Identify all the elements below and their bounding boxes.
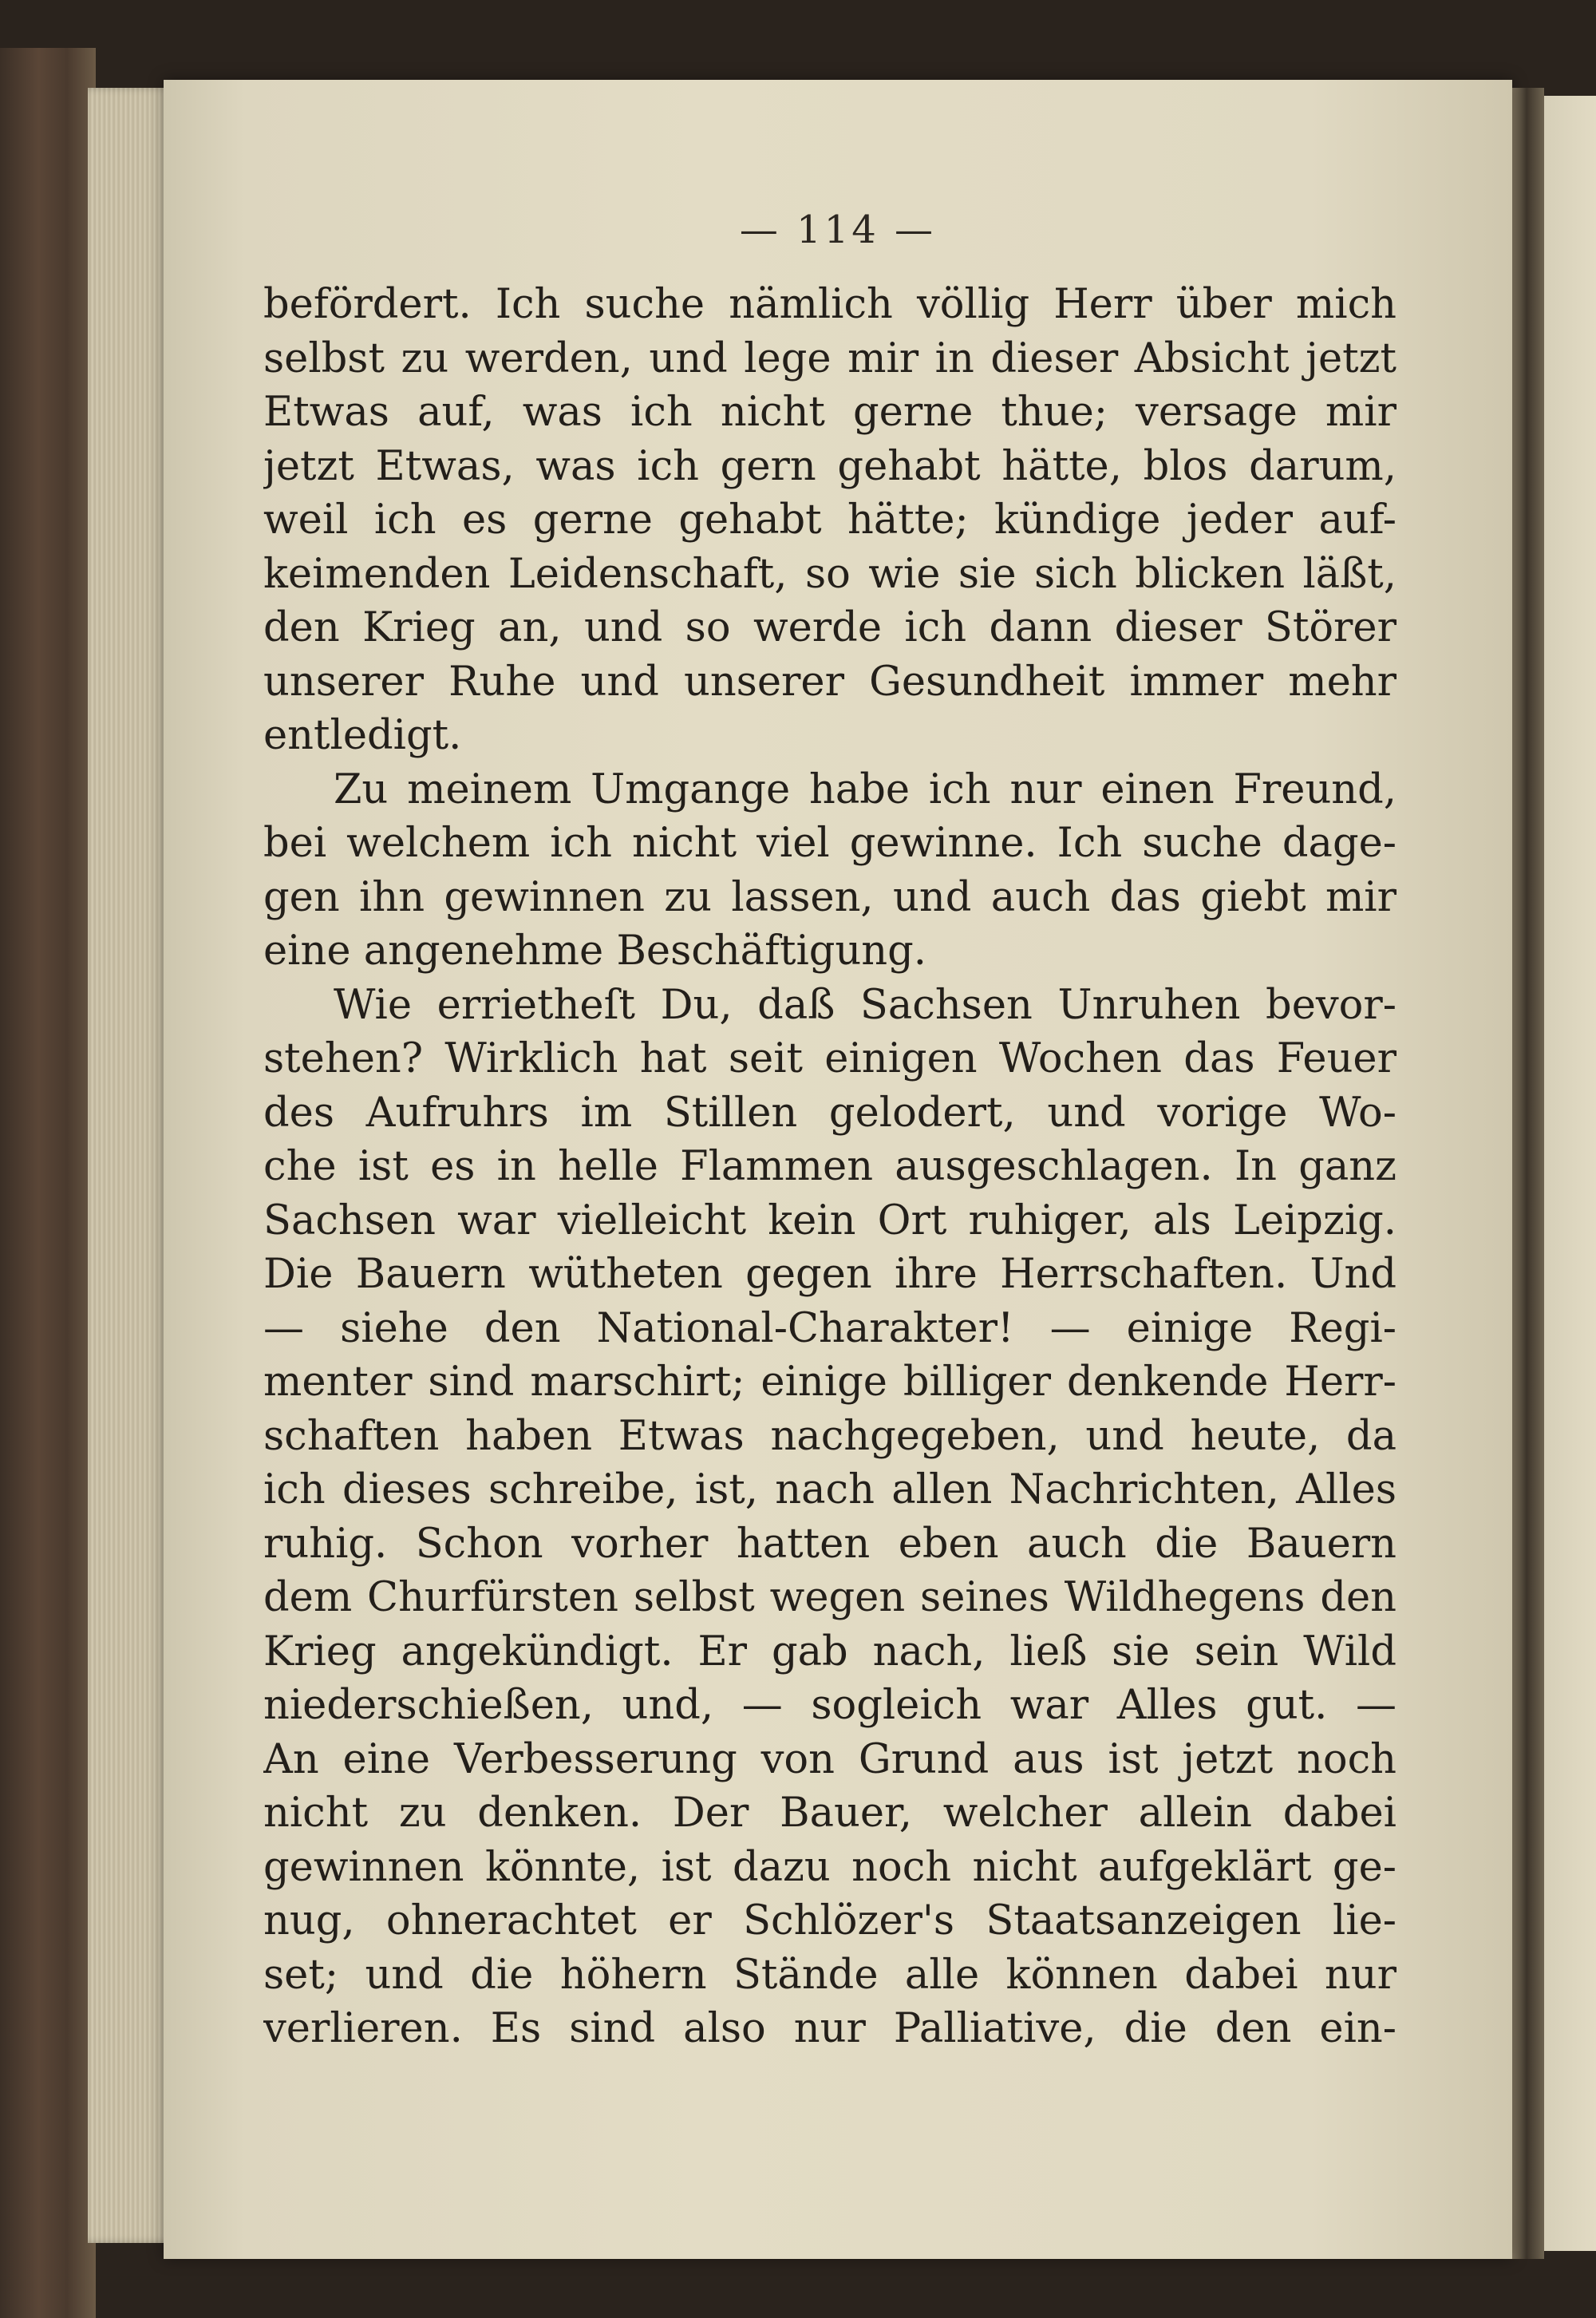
text-line: nug, ohnerachtet er Schlözer's Staatsanzeigen lie- [263,1897,1396,1944]
text-line: ruhig. Schon vorher hatten eben auch die Bauern [263,1520,1396,1568]
text-line: des Aufruhrs im Stillen gelodert, und vorige Wo- [263,1089,1396,1137]
book-gutter [1512,88,1544,2259]
text-line: Etwas auf, was ich nicht gerne thue; versage mir [263,389,1396,436]
text-line: Sachsen war vielleicht kein Ort ruhiger, als Leipzig. [263,1197,1396,1244]
text-line: eine angenehme Beschäftigung. [263,928,926,975]
text-line: gewinnen könnte, ist dazu noch nicht aufgeklärt ge- [263,1843,1396,1891]
text-line: jetzt Etwas, was ich gern gehabt hätte, blos darum, [263,442,1396,490]
text-line: set; und die höhern Stände alle können dabei nur [263,1951,1396,1999]
paragraph-start-line: Zu meinem Umgange habe ich nur einen Freund, [334,765,1396,813]
text-line: ich dieses schreibe, ist, nach allen Nachrichten, Alles [263,1466,1396,1513]
text-line: weil ich es gerne gehabt hätte; kündige jeder auf- [263,496,1396,544]
book-cover-edge [0,48,96,2318]
text-line: menter sind marschirt; einige billiger denkende Herr- [263,1359,1396,1406]
text-line: keimenden Leidenschaft, so wie sie sich blicken läßt, [263,550,1396,598]
page-body-text [263,278,1396,2056]
text-line: dem Churfürsten selbst wegen seines Wildhegens den [263,1574,1396,1621]
text-line: bei welchem ich nicht viel gewinne. Ich suche dage- [263,820,1396,867]
text-line: selbst zu werden, und lege mir in dieser Absicht jetzt [263,334,1396,382]
text-line: nicht zu denken. Der Bauer, welcher allein dabei [263,1790,1396,1837]
text-line: den Krieg an, und so werde ich dann dieser Störer [263,604,1396,651]
text-line: che ist es in helle Flammen ausgeschlagen. In ganz [263,1143,1396,1190]
text-line: befördert. Ich suche nämlich völlig Herr über mich [263,281,1396,328]
text-line: entledigt. [263,712,462,759]
text-line: stehen? Wirklich hat seit einigen Wochen das Feuer [263,1035,1396,1082]
text-line: gen ihn gewinnen zu lassen, und auch das giebt mir [263,873,1396,921]
page-edges [88,88,176,2243]
text-line: niederschießen, und, — sogleich war Alles gut. — [263,1682,1396,1729]
paragraph-start-line: Wie errietheſt Du, daß Sachsen Unruhen bevor- [334,981,1396,1029]
page-number: — 114 — [739,208,937,252]
text-line: unserer Ruhe und unserer Gesundheit immer mehr [263,658,1396,706]
text-line: An eine Verbesserung von Grund aus ist jetzt noch [263,1735,1396,1783]
text-line: schaften haben Etwas nachgegeben, und heute, da [263,1412,1396,1460]
text-line: Die Bauern wütheten gegen ihre Herrschaften. Und [263,1251,1396,1298]
facing-page-edge [1544,96,1596,2251]
text-line: — siehe den National-Charakter! — einige Regi- [263,1304,1396,1352]
text-line: Krieg angekündigt. Er gab nach, ließ sie sein Wild [263,1628,1396,1675]
text-line: verlieren. Es sind also nur Palliative, die den ein- [263,2005,1396,2052]
